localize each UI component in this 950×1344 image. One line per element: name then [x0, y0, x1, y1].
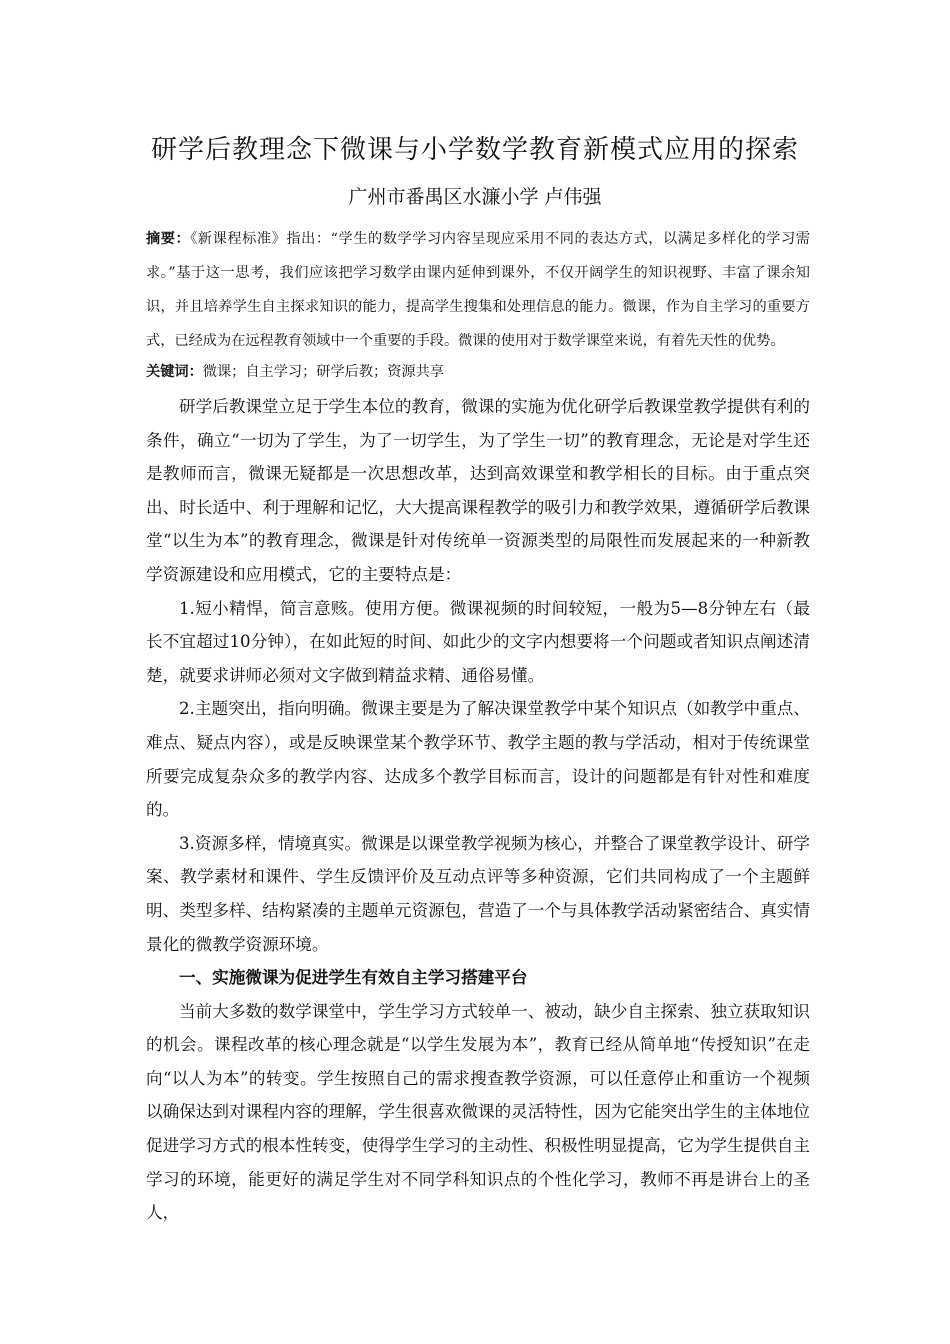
paragraph-intro: 研学后教课堂立足于学生本位的教育，微课的实施为优化研学后教课堂教学提供有利的条件，确立“一切为了学生，为了一切学生，为了学生一切”的教育理念，无论是对学生还是教师而言，微课无疑都是一次思想改革，达到高效课堂和教学相长的目标。由于重点突出、时长适中、利于理解和记忆，大大提高课程教学的吸引力和教学效果，遵循研学后教课堂“以生为本”的教育理念，微课是针对传统单一资源类型的局限性而发展起来的一种新教学资源建设和应用模式，它的主要特点是：: [146, 397, 810, 584]
abstract: [146, 222, 810, 358]
paragraph-feature-2: 2.主题突出，指向明确。微课主要是为了解决课堂教学中某个知识点（如教学中重点、难点、疑点内容），或是反映课堂某个教学环节、教学主题的教与学活动，相对于传统课堂所要完成复杂众多的教学内容、达成多个教学目标而言，设计的问题都是有针对性和难度的。: [146, 699, 810, 820]
keywords: [146, 358, 810, 386]
author-line: 广州市番禺区水濂小学 卢伟强: [348, 186, 602, 208]
abstract-label: 摘要：: [146, 231, 191, 247]
paragraph-feature-1: 1.短小精悍，简言意赅。使用方便。微课视频的时间较短，一般为5—8分钟左右（最长不宜超过10分钟），在如此短的时间、如此少的文字内想要将一个问题或者知识点阐述清楚，就要求讲师必须对文字做到精益求精、通俗易懂。: [146, 598, 811, 685]
body-text: [146, 390, 810, 1230]
keywords-label: 关键词：: [146, 364, 203, 380]
section-heading: 一、实施微课为促进学生有效自主学习搭建平台: [179, 968, 528, 988]
section-paragraph: 当前大多数的数学课堂中，学生学习方式较单一、被动，缺少自主探索、独立获取知识的机会。课程改革的核心理念就是“以学生发展为本”，教育已经从简单地“传授知识”在走向“以人为本”的转变。学生按照自己的需求搜查教学资源，可以任意停止和重访一个视频以确保达到对课程内容的理解，学生很喜欢微课的灵活特性，因为它能突出学生的主体地位促进学习方式的根本性转变，使得学生学习的主动性、积极性明显提高，它为学生提供自主学习的环境，能更好的满足学生对不同学科知识点的个性化学习，教师不再是讲台上的圣人，: [146, 1001, 810, 1223]
document-title: 研学后教理念下微课与小学数学教育新模式应用的探索: [150, 135, 799, 165]
abstract-text: 《新课程标准》指出：“学生的数学学习内容呈现应采用不同的表达方式，以满足多样化的学习需求。”基于这一思考，我们应该把学习数学由课内延伸到课外，不仅开阔学生的知识视野、丰富了课余知识，并且培养学生自主探求知识的能力，提高学生搜集和处理信息的能力。微课，作为自主学习的重要方式，已经成为在远程教育领域中一个重要的手段。微课的使用对于数学课堂来说，有着先天性的优势。: [146, 231, 810, 349]
paragraph-feature-3: 3.资源多样，情境真实。微课是以课堂教学视频为核心，并整合了课堂教学设计、研学案、教学素材和课件、学生反馈评价及互动点评等多种资源，它们共同构成了一个主题鲜明、类型多样、结构紧凑的主题单元资源包，营造了一个与具体教学活动紧密结合、真实情景化的微教学资源环境。: [146, 833, 810, 954]
keywords-text: 微课；自主学习；研学后教；资源共享: [202, 364, 444, 380]
